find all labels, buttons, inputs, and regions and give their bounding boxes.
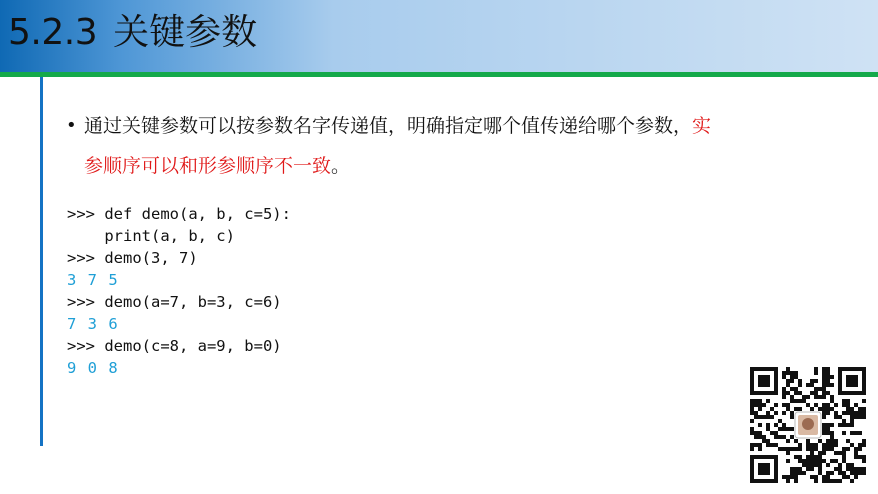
code-output-line: 3 7 5	[67, 271, 119, 289]
code-input-line: print(a, b, c)	[67, 227, 235, 245]
page-title	[8, 9, 257, 57]
bullet-text-red: 参顺序可以和形参顺序不一致	[84, 155, 332, 177]
bullet-text	[66, 106, 826, 186]
bullet-text-red-start: 实	[692, 115, 712, 137]
bullet-point	[66, 106, 826, 186]
section-title: 关键参数	[113, 12, 258, 53]
header-bar	[0, 0, 878, 72]
code-block	[67, 203, 291, 379]
code-input-line: >>> def demo(a, b, c=5):	[67, 205, 291, 223]
side-accent-bar	[40, 77, 43, 446]
section-number: 5.2.3	[8, 12, 98, 53]
bullet-text-end: 。	[331, 155, 351, 177]
code-output-line: 9 0 8	[67, 359, 119, 377]
code-input-line: >>> demo(3, 7)	[67, 249, 198, 267]
bullet-dot-icon: •	[66, 115, 77, 136]
qr-code-icon	[750, 367, 866, 483]
header-divider	[0, 72, 878, 77]
bullet-text-plain: 通过关键参数可以按参数名字传递值，明确指定哪个值传递给哪个参数，	[84, 115, 693, 137]
code-input-line: >>> demo(c=8, a=9, b=0)	[67, 337, 282, 355]
code-input-line: >>> demo(a=7, b=3, c=6)	[67, 293, 282, 311]
code-output-line: 7 3 6	[67, 315, 119, 333]
